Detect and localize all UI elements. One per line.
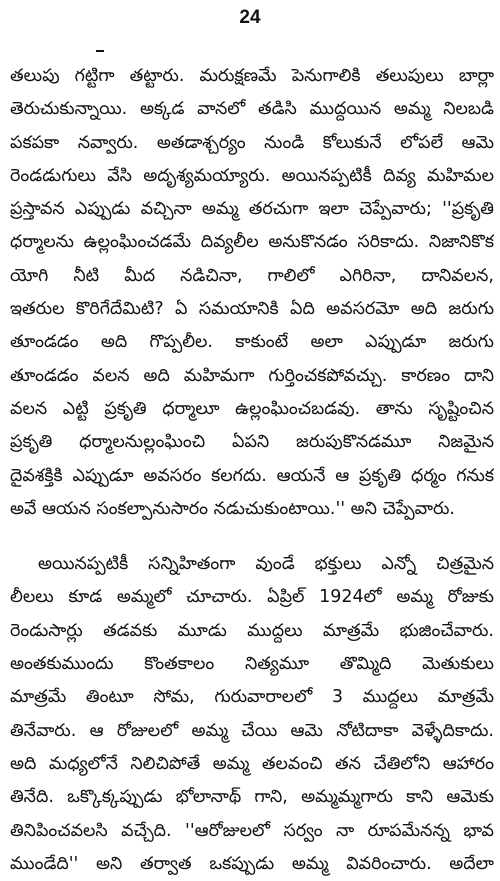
text-line: ధర్మాలను ఉల్లంఘించడమే దివ్యలీల అనుకొనడం సరికాదు. నిజానికొక xyxy=(10,232,494,253)
paragraph-1 xyxy=(10,60,494,526)
text-line: రెండడుగులు వేసి అదృశ్యమయ్యారు. అయినప్పటికీ దివ్య మహిమల xyxy=(10,165,494,186)
text-line: తినేది. ఒక్కొక్కప్పుడు భోలానాథ్ గాని, అమ్మమ్మగారు కాని ఆమెకు xyxy=(10,787,494,808)
text-line: అవే ఆయన సంకల్పానుసారం నడుచుకుంటాయి.'' అని చెప్పేవారు. xyxy=(10,498,455,519)
text-line: రెండుసార్లు తడవకు మూడు ముద్దలు మాత్రమే భుజించేవారు. xyxy=(10,620,494,641)
text-line: అంతకుముందు కొంతకాలం నిత్యమూ తొమ్మిది మెతుకులు xyxy=(10,654,494,675)
text-line: తెరుచుకున్నాయి. అక్కడ వానలో తడిసి ముద్దయిన అమ్మ నిలబడి xyxy=(10,99,494,120)
text-line: తినిపించవలసి వచ్చేది. ''ఆరోజులలో సర్వం నా రూపమేనన్న భావ xyxy=(10,820,494,841)
text-line: ఇతరుల కొరిగేదేమిటి? ఏ సమయానికి ఏది అవసరమో అది జరుగు xyxy=(10,299,494,320)
page-number: 24 xyxy=(239,7,261,28)
paragraph-gap xyxy=(10,526,494,548)
text-line: తినేవారు. ఆ రోజులలో అమ్మ చేయి ఆమె నోటిదాకా వెళ్ళేదికాదు. xyxy=(10,720,494,741)
text-line: దైవశక్తికి ఎప్పుడూ అవసరం కలగదు. ఆయనే ఆ ప్రకృతి ధర్మం గనుక xyxy=(10,465,494,486)
text-line: ముండేది'' అని తర్వాత ఒకప్పుడు అమ్మ వివరించారు. అదేలా xyxy=(10,853,494,874)
text-line: ప్రకృతి ధర్మాలనుల్లంఘించి ఏపని జరుపుకొనడమూ నిజమైన xyxy=(10,432,494,453)
paragraph-2 xyxy=(10,548,494,881)
body-text xyxy=(10,60,494,881)
text-line: లీలలు కూడ అమ్మలో చూచారు. ఏప్రిల్ 1924లో అమ్మ రోజుకు xyxy=(10,587,494,608)
text-line: ప్రస్తావన ఎప్పుడు వచ్చినా అమ్మ తరచుగా ఇలా చెప్పేవారు; ''ప్రకృతి xyxy=(10,199,494,220)
text-line: వలన ఎట్టి ప్రకృతి ధర్మాలూ ఉల్లంఘించబడవు. తాను సృష్టించిన xyxy=(10,398,494,419)
text-line: తూండడం అది గొప్పలీల. కాకుంటే అలా ఎప్పుడూ జరుగు xyxy=(10,332,494,353)
text-line: తలుపు గట్టిగా తట్టారు. మరుక్షణమే పెనుగాలికి తలుపులు బార్లా xyxy=(10,66,494,86)
text-line: తూండడం వలన అది మహిమగా గుర్తించకపోవచ్చు. కారణం దాని xyxy=(10,365,494,386)
text-line: పకపకా నవ్వారు. అతడాశ్చర్యం నుండి కోలుకునే లోపలే ఆమె xyxy=(10,132,494,153)
stray-mark xyxy=(96,50,104,52)
text-line: అయినప్పటికీ సన్నిహితంగా వుండే భక్తులు ఎన్నో చిత్రమైన xyxy=(38,554,494,575)
text-line: మాత్రమే తింటూ సోమ, గురువారాలలో 3 ముద్దలు మాత్రమే xyxy=(10,687,494,708)
text-line: యోగి నీటి మీద నడిచినా, గాలిలో ఎగిరినా, దానివలన, xyxy=(10,265,494,286)
text-line: అది మధ్యలోనే నిలిచిపోతే అమ్మ తలవంచి తన చేతిలోని ఆహారం xyxy=(10,753,494,774)
